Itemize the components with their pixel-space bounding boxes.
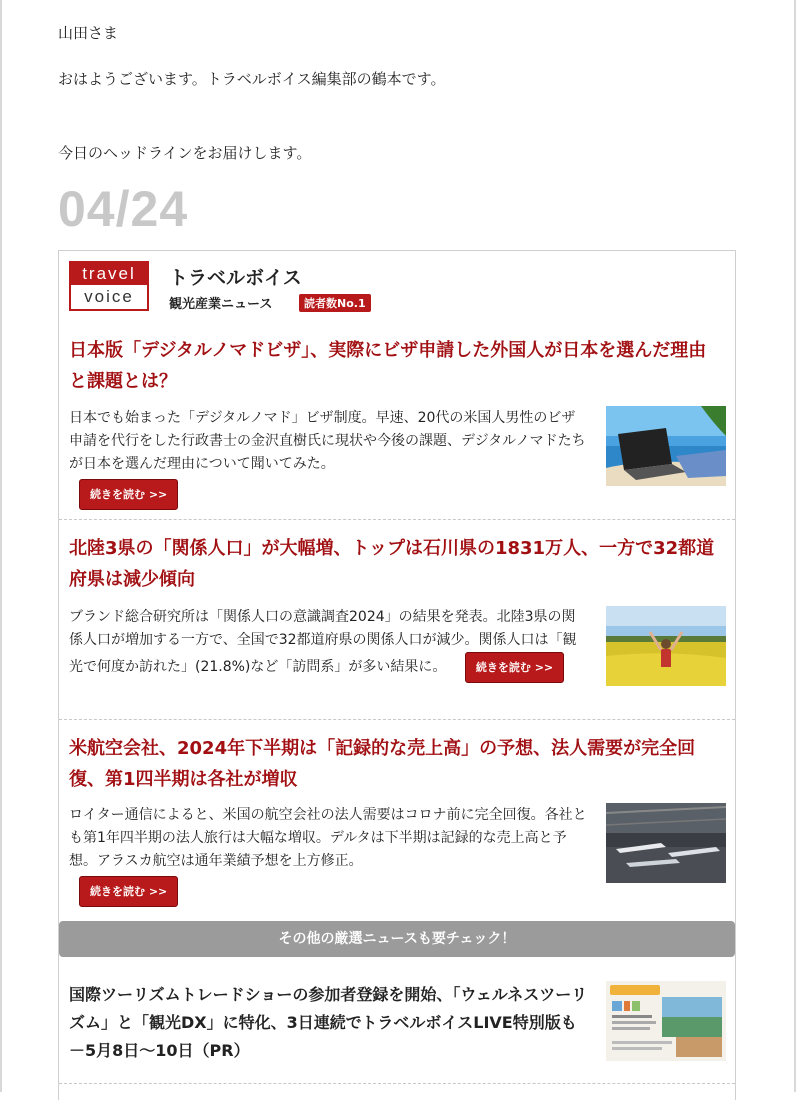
brand-name: トラベルボイス (169, 267, 302, 289)
intro-text: おはようございます。トラベルボイス編集部の鶴本です。 (58, 70, 446, 88)
article-3-summary-text: ロイター通信によると、米国の航空会社の法人需要はコロナ前に完全回復。各社とも第1年四半期の法人旅行は大幅な増収。デルタは下半期は記録的な売上高と予想。アラスカ航空は通年業績予想を上方修正。 (69, 807, 587, 869)
brand-tagline: 観光産業ニュース (169, 297, 273, 312)
article-1-summary-text: 日本でも始まった「デジタルノマド」ビザ制度。早速、20代の米国人男性のビザ申請を代行をした行政書士の金沢直樹氏に現状や今後の課題、デジタルノマドたちが日本を選んだ理由について聞いてみた。 (69, 410, 586, 472)
newsletter-card (58, 250, 736, 1100)
other-news-section-bar: その他の厳選ニュースも要チェック！ (59, 921, 735, 957)
article-3-read-more-button[interactable]: 続きを読む >> (79, 876, 178, 907)
readers-badge: 読者数No.1 (299, 294, 371, 312)
logo-bottom-text: voice (84, 287, 134, 306)
issue-date: 04/24 (58, 181, 189, 237)
pr-article-title[interactable]: 国際ツーリズムトレードショーの参加者登録を開始、「ウェルネスツーリズム」と「観光DX」に特化、3日連続でトラベルボイスLIVE特別版も －5月8日〜10日（PR） (69, 985, 593, 1060)
trade-show-flyer-image (606, 981, 726, 1061)
beach-laptop-image (606, 406, 726, 486)
article-3-thumbnail[interactable] (606, 803, 726, 883)
airport-image (606, 803, 726, 883)
article-1-thumbnail[interactable] (606, 406, 726, 486)
article-2-thumbnail[interactable] (606, 606, 726, 686)
divider-2 (59, 719, 735, 720)
article-2-summary (69, 606, 589, 683)
lead-text: 今日のヘッドラインをお届けします。 (58, 144, 312, 162)
article-2-read-more-button[interactable]: 続きを読む >> (465, 652, 564, 683)
article-3-summary (69, 804, 589, 907)
pr-article-thumbnail[interactable] (606, 981, 726, 1061)
article-1-title[interactable]: 日本版「デジタルノマドビザ」、実際にビザ申請した外国人が日本を選んだ理由と課題とは？ (69, 340, 707, 392)
article-1-summary (69, 407, 589, 510)
recipient-greeting: 山田さま (58, 24, 119, 42)
article-1-read-more-button[interactable]: 続きを読む >> (79, 479, 178, 510)
divider-1 (59, 519, 735, 520)
travelvoice-logo[interactable] (69, 261, 149, 311)
article-3-title[interactable]: 米航空会社、2024年下半期は「記録的な売上高」の予想、法人需要が完全回復、第1四半期は各社が増収 (69, 738, 696, 790)
article-2-summary-text: ブランド総合研究所は「関係人口の意識調査2024」の結果を発表。北陸3県の関係人口が増加する一方で、全国で32都道府県の関係人口が減少。関係人口は「観光で何度か訪れた」(21.8%)など「訪問系」が多い結果に。 (69, 609, 577, 675)
logo-top-text: travel (71, 263, 147, 285)
article-2-title[interactable]: 北陸3県の「関係人口」が大幅増、トップは石川県の1831万人、一方で32都道府県は減少傾向 (69, 538, 715, 590)
flower-field-image (606, 606, 726, 686)
divider-4 (59, 1083, 735, 1084)
